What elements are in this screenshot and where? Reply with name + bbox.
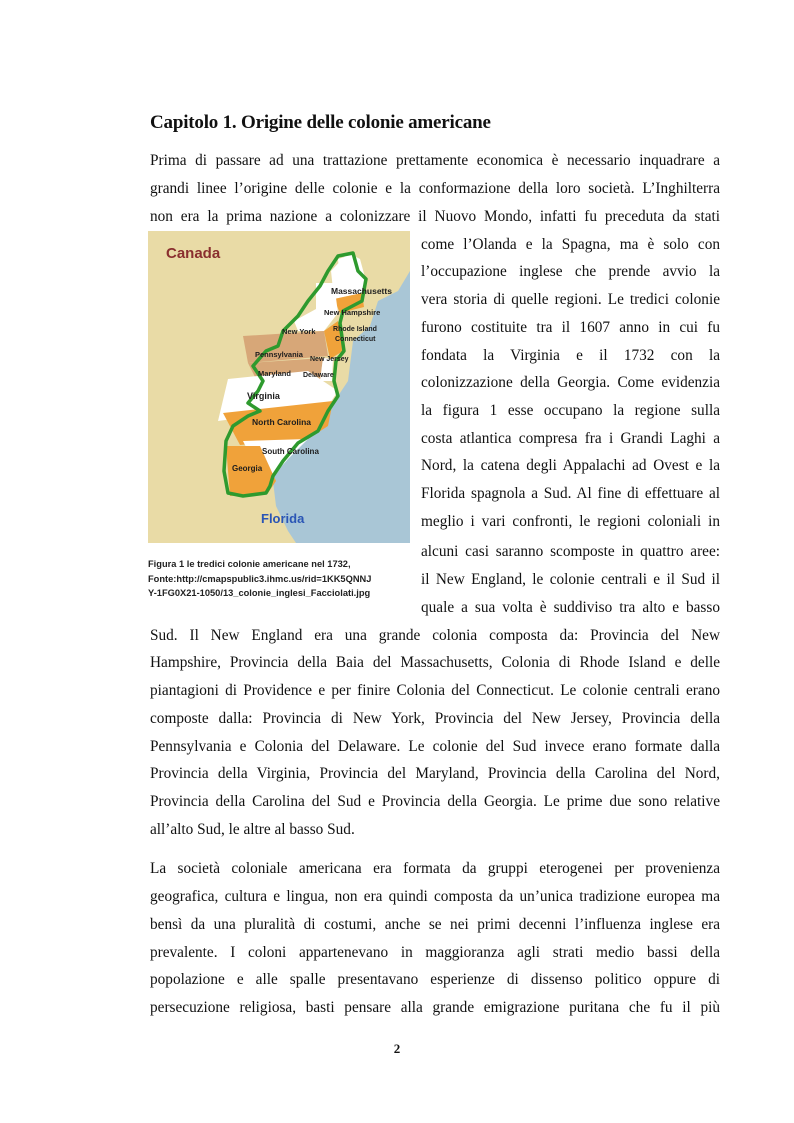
- text-line: Nord, la catena degli Appalachi ad Ovest e la: [421, 457, 720, 474]
- label-rhode-island: Rhode Island: [333, 326, 377, 333]
- label-south-carolina: South Carolina: [262, 447, 319, 456]
- label-new-jersey: New Jersey: [310, 356, 349, 363]
- text-line: persecuzione religiosa, basti pensare alla grande emigrazione puritana che fu il più: [150, 999, 720, 1016]
- text-line: all’alto Sud, le altre al basso Sud.: [150, 821, 355, 838]
- colonies-map-figure: [148, 231, 410, 543]
- text-line: Sud. Il New England era una grande colonia composta da: Provincia del New: [150, 627, 720, 644]
- text-line: colonizzazione della Georgia. Come evidenzia: [421, 374, 720, 391]
- page-number: 2: [393, 1041, 401, 1056]
- text-line: La società coloniale americana era formata da gruppi eterogenei per provenienza: [150, 860, 720, 877]
- text-line: Provincia della Virginia, Provincia del Maryland, Provincia della Carolina del Nord,: [150, 765, 720, 782]
- text-line: vera storia di quelle regioni. Le tredici colonie: [421, 291, 720, 308]
- text-line: meglio i vari confronti, le regioni coloniali in: [421, 513, 720, 530]
- label-canada: Canada: [166, 245, 221, 262]
- chapter-heading: Capitolo 1. Origine delle colonie americane: [150, 112, 491, 133]
- label-massachusetts: Massachusetts: [331, 286, 392, 296]
- label-pennsylvania: Pennsylvania: [255, 350, 303, 359]
- text-line: alcuni casi saranno scomposte in quattro aree:: [421, 543, 720, 560]
- text-line: quale a sua volta è suddiviso tra alto e basso: [421, 599, 720, 616]
- text-line: Hampshire, Provincia della Baia del Massachusetts, Colonia di Rhode Island e delle: [150, 654, 720, 671]
- text-line: la figura 1 esse occupano la regione sulla: [421, 402, 720, 419]
- text-line: come l’Olanda e la Spagna, ma è solo con: [421, 236, 720, 253]
- label-new-hampshire: New Hampshire: [324, 308, 381, 317]
- label-delaware: Delaware: [303, 372, 334, 379]
- label-new-york: New York: [282, 327, 316, 336]
- text-line: Prima di passare ad una trattazione prettamente economica è necessario inquadrare a: [150, 152, 720, 169]
- text-line: popolazione e alle spalle presentavano esperienze di dissenso politico oppure di: [150, 971, 720, 988]
- label-maryland: Maryland: [258, 369, 291, 378]
- caption-line: Figura 1 le tredici colonie americane nel 1732,: [148, 559, 351, 569]
- label-connecticut: Connecticut: [335, 336, 376, 343]
- text-line: costa atlantica compresa fra i Grandi Laghi a: [421, 430, 720, 447]
- text-line: composte dalla: Provincia di New York, Provincia del New Jersey, Provincia della: [150, 710, 720, 727]
- label-virginia: Virginia: [247, 391, 280, 401]
- label-georgia: Georgia: [232, 464, 263, 473]
- label-florida: Florida: [261, 511, 305, 526]
- text-line: non era la prima nazione a colonizzare il Nuovo Mondo, infatti fu preceduta da stati: [150, 208, 720, 225]
- text-line: l’occupazione inglese che prende avvio la: [421, 263, 720, 280]
- figure-caption: [148, 557, 418, 601]
- caption-line: Y-1FG0X21-1050/13_colonie_inglesi_Facciolati.jpg: [148, 588, 371, 598]
- text-line: Pennsylvania e Colonia del Delaware. Le colonie del Sud invece erano formate dalla: [150, 738, 720, 755]
- text-line: bensì da una pluralità di costumi, anche se nei primi decenni l’influenza inglese era: [150, 916, 720, 933]
- text-line: Florida spagnola a Sud. Al fine di effettuare al: [421, 485, 720, 502]
- text-line: il New England, le colonie centrali e il Sud il: [421, 571, 720, 588]
- colonies-map: [148, 231, 410, 543]
- caption-line: Fonte:http://cmapspublic3.ihmc.us/rid=1KK5QNNJ: [148, 573, 372, 584]
- text-line: geografica, cultura e lingua, non era quindi composta da un’unica tradizione europea ma: [150, 888, 720, 905]
- text-line: piantagioni di Providence e per finire Colonia del Connecticut. Le colonie centrali erano: [150, 682, 720, 699]
- label-north-carolina: North Carolina: [252, 417, 312, 427]
- text-line: prevalente. I coloni appartenevano in maggioranza agli strati medio bassi della: [150, 944, 720, 961]
- text-line: furono costituite tra il 1607 anno in cui fu: [421, 319, 720, 336]
- text-line: fondata la Virginia e il 1732 con la: [421, 347, 720, 364]
- text-line: Provincia della Carolina del Sud e Provincia della Georgia. Le prime due sono relative: [150, 793, 720, 810]
- text-line: grandi linee l’origine delle colonie e la conformazione della loro società. L’Inghilterra: [150, 180, 720, 197]
